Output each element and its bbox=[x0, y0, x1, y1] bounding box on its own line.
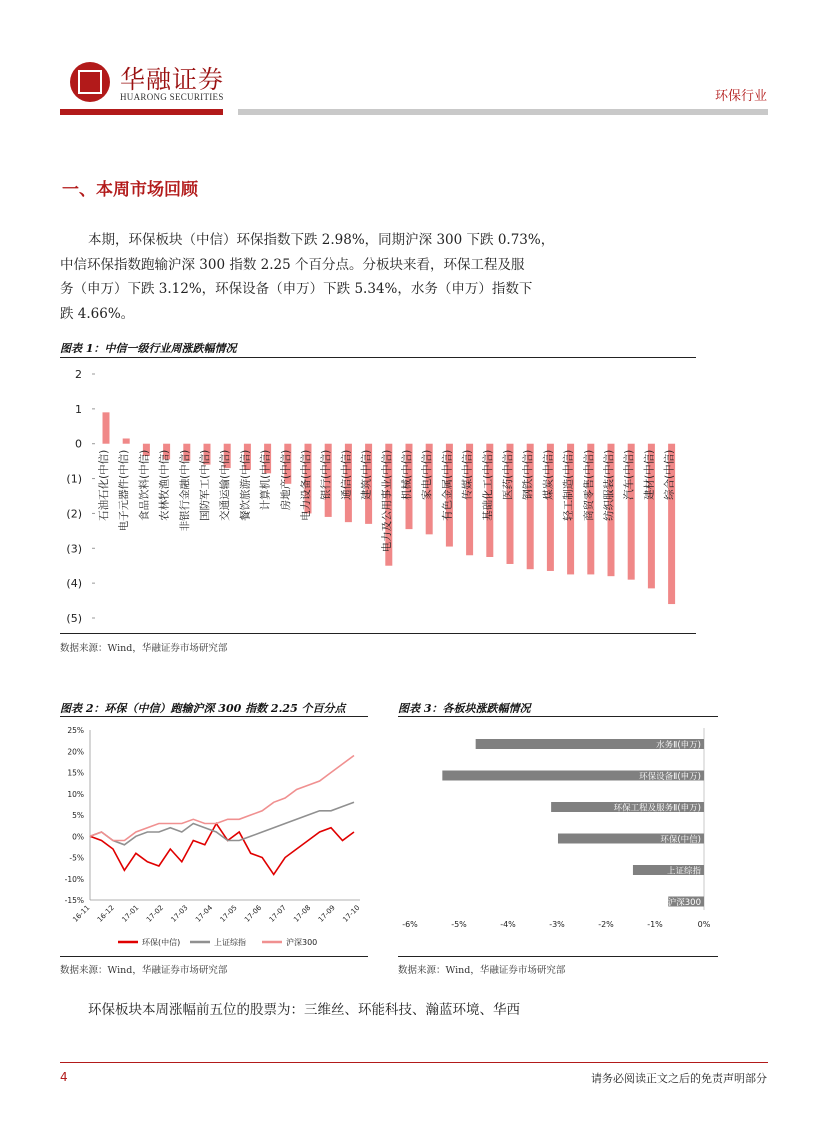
fig2-ytick-label: 10% bbox=[67, 789, 84, 799]
fig3-xtick-label: -1% bbox=[647, 920, 663, 929]
fig1-category-label: 通信(中信) bbox=[340, 449, 353, 500]
fig2-legend-label: 沪深300 bbox=[286, 938, 318, 947]
fig1-category-label: 建材(中信) bbox=[643, 449, 656, 500]
fig2-ytick-label: 25% bbox=[67, 726, 84, 735]
fig1-bottom-rule bbox=[60, 633, 696, 634]
footer-rule bbox=[60, 1062, 768, 1063]
fig3-top-rule bbox=[398, 716, 718, 717]
fig1-category-label: 食品饮料(中信) bbox=[138, 449, 151, 521]
fig2-bottom-rule bbox=[60, 956, 368, 957]
fig3-category-label: 环保工程及服务Ⅱ(申万) bbox=[613, 803, 701, 814]
header-bar-red bbox=[60, 109, 223, 115]
fig1-category-label: 农林牧渔(中信) bbox=[158, 449, 171, 521]
para-line-2: 中信环保指数跑输沪深 300 指数 2.25 个百分点。分板块来看，环保工程及服 bbox=[60, 256, 525, 273]
fig1-category-label: 房地产(中信) bbox=[279, 449, 292, 511]
fig2-series-line bbox=[90, 824, 354, 875]
fig2-xtick-label: 17-10 bbox=[341, 903, 362, 924]
fig1-bar bbox=[123, 438, 130, 443]
paragraph-top5: 环保板块本周涨幅前五位的股票为：三维丝、环能科技、瀚蓝环境、华西 bbox=[88, 1002, 520, 1018]
fig1-category-label: 建筑(中信) bbox=[360, 449, 373, 500]
fig2-line-chart bbox=[60, 720, 368, 954]
fig3-xtick-label: 0% bbox=[697, 920, 711, 929]
fig2-xtick-label: 17-01 bbox=[120, 903, 141, 924]
fig1-category-label: 电力设备(中信) bbox=[300, 449, 312, 521]
fig1-bar-chart bbox=[60, 360, 700, 630]
fig3-bottom-rule bbox=[398, 956, 718, 957]
fig3-category-label: 环保(中信) bbox=[660, 835, 701, 845]
fig1-category-label: 基础化工(中信) bbox=[481, 449, 494, 521]
fig1-category-label: 商贸零售(中信) bbox=[582, 449, 595, 521]
fig3-xtick-label: -6% bbox=[402, 920, 418, 929]
fig3-category-label: 沪深300 bbox=[667, 898, 701, 908]
fig2-ytick-label: 0% bbox=[72, 832, 84, 842]
fig2-ytick-label: 15% bbox=[67, 768, 84, 778]
fig3-hbar-chart bbox=[398, 720, 718, 954]
fig2-title: 图表 2：环保（中信）跑输沪深 300 指数 2.25 个百分点 bbox=[60, 702, 346, 715]
fig1-category-label: 银行(中信) bbox=[320, 449, 333, 500]
fig3-category-label: 水务Ⅱ(申万) bbox=[656, 740, 701, 751]
fig1-category-label: 计算机(中信) bbox=[259, 449, 272, 511]
fig2-series-line bbox=[90, 756, 354, 841]
fig1-category-label: 医药(中信) bbox=[502, 449, 514, 500]
page-number: 4 bbox=[60, 1070, 68, 1084]
fig1-category-label: 轻工制造(中信) bbox=[562, 449, 575, 521]
fig2-xtick-label: 17-02 bbox=[145, 903, 166, 924]
fig2-xtick-label: 17-03 bbox=[169, 903, 190, 924]
fig1-top-rule bbox=[60, 357, 696, 358]
paragraph-intro bbox=[60, 228, 580, 326]
fig2-ytick-label: -5% bbox=[69, 853, 84, 863]
para-line-4: 跌 4.66%。 bbox=[60, 305, 135, 322]
fig2-ytick-label: 5% bbox=[72, 811, 84, 820]
fig1-category-label: 纺织服装(中信) bbox=[603, 449, 615, 521]
fig2-xtick-label: 16-11 bbox=[71, 903, 92, 924]
fig3-xtick-label: -4% bbox=[500, 920, 516, 929]
section-title: 一、本周市场回顾 bbox=[62, 180, 198, 200]
fig1-bar bbox=[103, 412, 110, 443]
fig1-ytick-label: (1) bbox=[66, 472, 82, 486]
fig1-category-label: 传媒(中信) bbox=[461, 449, 474, 500]
fig1-title: 图表 1：中信一级行业周涨跌幅情况 bbox=[60, 342, 237, 355]
fig1-category-label: 机械(中信) bbox=[401, 449, 413, 500]
fig2-xtick-label: 17-04 bbox=[194, 903, 215, 924]
fig2-source: 数据来源：Wind，华融证券市场研究部 bbox=[60, 965, 228, 976]
fig2-legend-label: 环保(中信) bbox=[142, 938, 181, 947]
header-bar-grey bbox=[238, 109, 768, 115]
footer-disclaimer: 请务必阅读正文之后的免责声明部分 bbox=[591, 1072, 767, 1085]
fig1-category-label: 餐饮旅游(中信) bbox=[239, 449, 252, 521]
fig1-category-label: 煤炭(中信) bbox=[542, 449, 555, 500]
fig2-ytick-label: -10% bbox=[64, 874, 84, 884]
fig1-source: 数据来源：Wind，华融证券市场研究部 bbox=[60, 643, 228, 654]
industry-label: 环保行业 bbox=[714, 89, 767, 104]
fig1-category-label: 电子元器件(中信) bbox=[118, 449, 131, 532]
fig1-category-label: 钢铁(中信) bbox=[522, 449, 535, 500]
brand-name-cn: 华融证券 bbox=[120, 65, 225, 94]
fig1-category-label: 家电(中信) bbox=[421, 449, 434, 500]
fig3-xtick-label: -2% bbox=[598, 920, 614, 929]
fig1-category-label: 国防军工(中信) bbox=[199, 449, 211, 521]
para-line-1: 本期，环保板块（中信）环保指数下跌 2.98%，同期沪深 300 下跌 0.73%， bbox=[88, 232, 555, 248]
fig2-legend-label: 上证综指 bbox=[214, 938, 246, 947]
fig2-ytick-label: -15% bbox=[64, 896, 84, 905]
fig2-xtick-label: 17-08 bbox=[292, 903, 313, 924]
fig1-ytick-label: (3) bbox=[66, 542, 82, 556]
brand-logo-mark-icon bbox=[78, 70, 102, 94]
fig1-ytick-label: 1 bbox=[75, 402, 82, 416]
fig2-ytick-label: 20% bbox=[67, 747, 84, 757]
fig3-category-label: 环保设备Ⅱ(申万) bbox=[639, 772, 701, 782]
fig1-ytick-label: (4) bbox=[66, 577, 82, 591]
fig2-top-rule bbox=[60, 716, 368, 717]
fig1-ytick-label: (5) bbox=[66, 612, 82, 625]
fig3-title: 图表 3：各板块涨跌幅情况 bbox=[398, 702, 531, 715]
fig1-category-label: 有色金属(中信) bbox=[441, 449, 454, 521]
para-line-3: 务（申万）下跌 3.12%，环保设备（申万）下跌 5.34%，水务（申万）指数下 bbox=[60, 281, 533, 297]
fig2-xtick-label: 17-05 bbox=[218, 903, 239, 924]
brand-name-en: HUARONG SECURITIES bbox=[120, 92, 224, 102]
fig3-xtick-label: -5% bbox=[451, 920, 467, 929]
fig1-category-label: 石油石化(中信) bbox=[98, 449, 110, 521]
fig1-category-label: 汽车(中信) bbox=[623, 449, 636, 500]
fig1-category-label: 综合(中信) bbox=[663, 449, 676, 500]
fig1-category-label: 电力及公用事业(中信) bbox=[380, 449, 393, 553]
fig2-xtick-label: 17-06 bbox=[243, 903, 264, 924]
fig1-ytick-label: 0 bbox=[75, 437, 82, 451]
fig2-xtick-label: 17-07 bbox=[267, 903, 288, 924]
fig1-ytick-label: 2 bbox=[75, 368, 82, 381]
fig2-xtick-label: 16-12 bbox=[95, 903, 116, 924]
fig1-category-label: 非银行金融(中信) bbox=[178, 449, 191, 532]
fig3-category-label: 上证综指 bbox=[666, 866, 701, 877]
fig2-series-line bbox=[90, 802, 354, 845]
fig2-xtick-label: 17-09 bbox=[316, 903, 337, 924]
fig1-ytick-label: (2) bbox=[66, 507, 82, 521]
fig3-source: 数据来源：Wind，华融证券市场研究部 bbox=[398, 965, 566, 976]
fig3-xtick-label: -3% bbox=[549, 920, 565, 929]
fig1-category-label: 交通运输(中信) bbox=[219, 449, 232, 521]
